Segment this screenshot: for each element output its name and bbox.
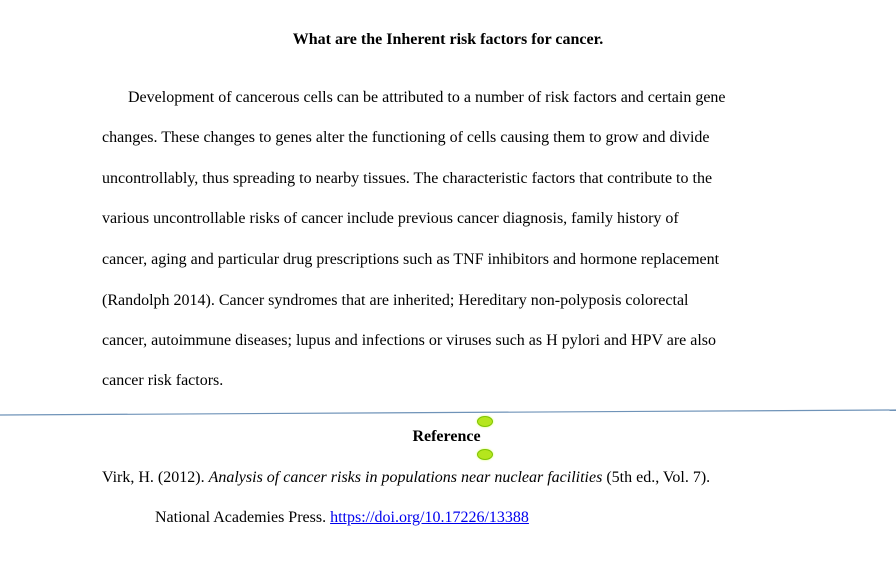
paragraph-line: changes. These changes to genes alter the functioning of cells causing them to grow and divide <box>102 129 710 146</box>
doi-link[interactable]: https://doi.org/10.17226/13388 <box>330 509 529 526</box>
paragraph-line: cancer, autoimmune diseases; lupus and infections or viruses such as H pylori and HPV are also <box>102 332 717 349</box>
document-title: What are the Inherent risk factors for cancer. <box>292 31 604 48</box>
paragraph-line: uncontrollably, thus spreading to nearby tissues. The characteristic factors that contribute to the <box>102 170 713 187</box>
drag-handle-bottom-icon[interactable] <box>477 449 493 460</box>
reference-entry <box>102 467 710 489</box>
reference-author-year: Virk, H. (2012). <box>102 469 209 486</box>
reference-book-title: Analysis of cancer risks in populations near nuclear facilities <box>208 469 603 486</box>
reference-edition: (5th ed., Vol. 7). <box>602 469 711 486</box>
paragraph-line: Development of cancerous cells can be attributed to a number of risk factors and certain gene <box>128 89 726 106</box>
paragraph-line: various uncontrollable risks of cancer include previous cancer diagnosis, family history of <box>102 210 679 227</box>
paragraph-line: cancer risk factors. <box>102 372 224 389</box>
reference-heading: Reference <box>412 428 481 445</box>
paragraph-line: (Randolph 2014). Cancer syndromes that are inherited; Hereditary non-polyposis colorectal <box>102 292 689 309</box>
paragraph-line: cancer, aging and particular drug prescriptions such as TNF inhibitors and hormone replacement <box>102 251 720 268</box>
reference-publisher: National Academies Press. <box>155 509 331 526</box>
reference-entry-continuation <box>155 507 529 529</box>
